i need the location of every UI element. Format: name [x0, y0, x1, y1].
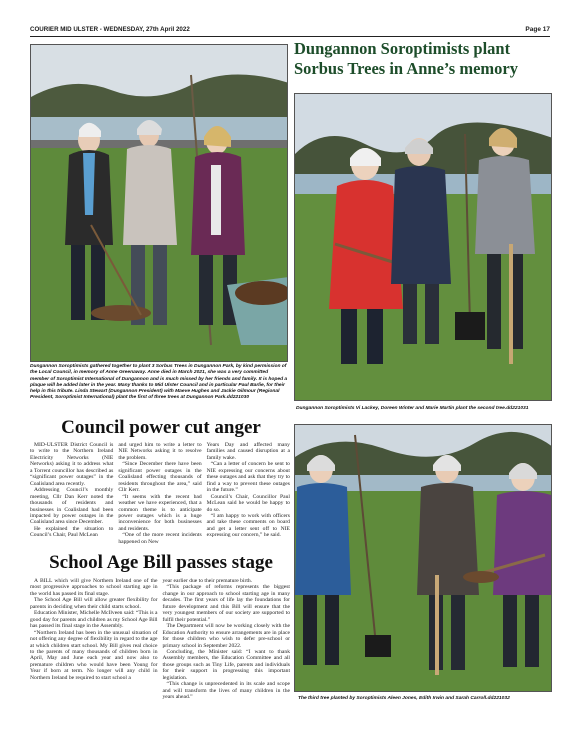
school-col-2 [163, 578, 291, 708]
headline-line2: Sorbus Trees in Anne’s memory [294, 59, 518, 79]
paragraph: The School Age Bill will allow greater flexibility for parents in deciding when their child starts school. [30, 597, 158, 610]
paragraph: and urged him to write a letter to NIE Networks asking it to resolve the problem. [118, 442, 202, 461]
photo-second-tree [294, 93, 552, 401]
council-power-headline: Council power cut anger [61, 417, 261, 438]
council-col-3 [207, 442, 290, 550]
paragraph: MID-ULSTER District Council is to write to the Northern Ireland Electricity Networks (NIE Networks) asking it to address what a Torrent councillor has described as “significant power outages” in the Coalisland area recently. [30, 442, 114, 487]
paragraph: “This package of reforms represents the biggest change in our approach to school starting age in many decades. The first years of life lay the foundations for future development and this Bill will ensure that the very youngest members of our society are supported to fulfil their potential.” [162, 584, 290, 623]
soroptimists-headline [294, 40, 550, 78]
paragraph: He explained the situation to Council’s Chair, Paul McLean [30, 525, 114, 539]
photo-third-tree-image [295, 425, 552, 692]
masthead-rule [30, 36, 550, 37]
paragraph: Years Day and affected many families and caused disruption at a family wake. [206, 442, 290, 461]
paragraph: Education Minister, Michelle McIlveen said: “This is a good day for parents and children as my School Age Bill has passed its final stage in the Assembly. [30, 610, 158, 630]
masthead [30, 22, 550, 36]
council-col-2 [118, 442, 201, 550]
photo-second-tree-image [295, 94, 552, 401]
photo-first-tree-image [31, 45, 288, 362]
paragraph: “Since December there have been significant power outages in the Coalisland effecting thousands of residents throughout the area,” said Cllr Kerr. [118, 461, 202, 494]
paragraph: A BILL which will give Northern Ireland one of the most progressive approaches to school starting age in the world has passed its final stage. [30, 578, 158, 597]
caption-first-tree: Dungannon Soroptimists gathered together to plant 3 Sorbus Trees in Dungannon Park, by kind permission of the Local Council, in memory of Anne Greenaway. Anne died in March 2021, she was a very committed member of Soroptimist International of Dungannon and is much missed by her friends and family. It is hoped a plaque will be added later in the year. Many thanks to Mid Ulster Council and in particular Paul Barlie, for their help in this tribute. Linda Stewart (Dungannon President) with Maeve Hughes and Jackie Gilmour (Regional President, Soroptimist International) plant the first of three trees at Dungannon Park.dd221030 [30, 364, 288, 401]
paragraph: Concluding, the Minister said: “I want to thank Assembly members, the Education Committee and all those groups such as Tiny Life, parents and individuals for their support in progressing this important legislation. [162, 648, 290, 681]
council-col-1 [30, 442, 113, 550]
paragraph: year earlier due to their premature birth. [162, 578, 253, 584]
school-age-headline: School Age Bill passes stage [49, 552, 273, 573]
paragraph: “It seems with the recent bad weather we have experienced, that a common theme is to anticipate power outages which is a huge inconvenience for both businesses and residents. [118, 493, 202, 532]
school-age-body [30, 578, 290, 708]
paper-title-date: COURIER MID ULSTER - WEDNESDAY, 27th April 2022 [30, 26, 190, 33]
paragraph: “Northern Ireland has been in the unusual situation of not offering any degree of flexibility in regard to the age at which children start school. My Bill gives real choice to the parents of many thousands of children born in April, May and June each year and now also to premature children who would have been Young for Year if born at term. No longer will any child in Northern Ireland be required to start school a [30, 629, 158, 681]
paragraph: “I am happy to work with officers and take these comments on board and get a letter sent off to NIE expressing our concern,” he said. [206, 512, 290, 539]
photo-third-tree [294, 424, 552, 692]
paragraph: The Department will now be working closely with the Education Authority to ensure arrangements are in place for those children who wish to defer pre-school or primary school in September 2022. [162, 623, 290, 649]
caption-second-tree: Dungannon Soroptimists Vi Lackey, Doreen Winter and Marie Martin plant the second tree.dd221031 [296, 406, 529, 411]
paragraph: “One of the more recent incidents happened on New [118, 532, 202, 545]
paragraph: Addressing Council’s monthly meeting, Cllr Dan Kerr noted the thousands of residents and businesses in Coalisland had been impacted by power outages in the Coalisland area since December. [30, 487, 114, 526]
paragraph: “This change is unprecedented in its scale and scope and will transform the lives of many children in the years ahead.” [162, 681, 290, 701]
page-number: Page 17 [525, 26, 550, 33]
paragraph: “Can a letter of concern be sent to NIE expressing our concerns about these outages and ask that they try to find a way to prevent these outages in the future.” [206, 461, 290, 494]
photo-first-tree [30, 44, 288, 362]
school-col-1 [30, 578, 158, 708]
council-power-body [30, 442, 290, 550]
headline-line1: Dungannon Soroptimists plant [294, 39, 511, 58]
paragraph: Council’s Chair, Councillor Paul McLean said he would be happy to do so. [206, 493, 290, 513]
caption-third-tree: The third tree planted by Soroptimists Aleen Jones, Edith Irwin and Sarah Carroll.dd221032 [298, 696, 510, 701]
